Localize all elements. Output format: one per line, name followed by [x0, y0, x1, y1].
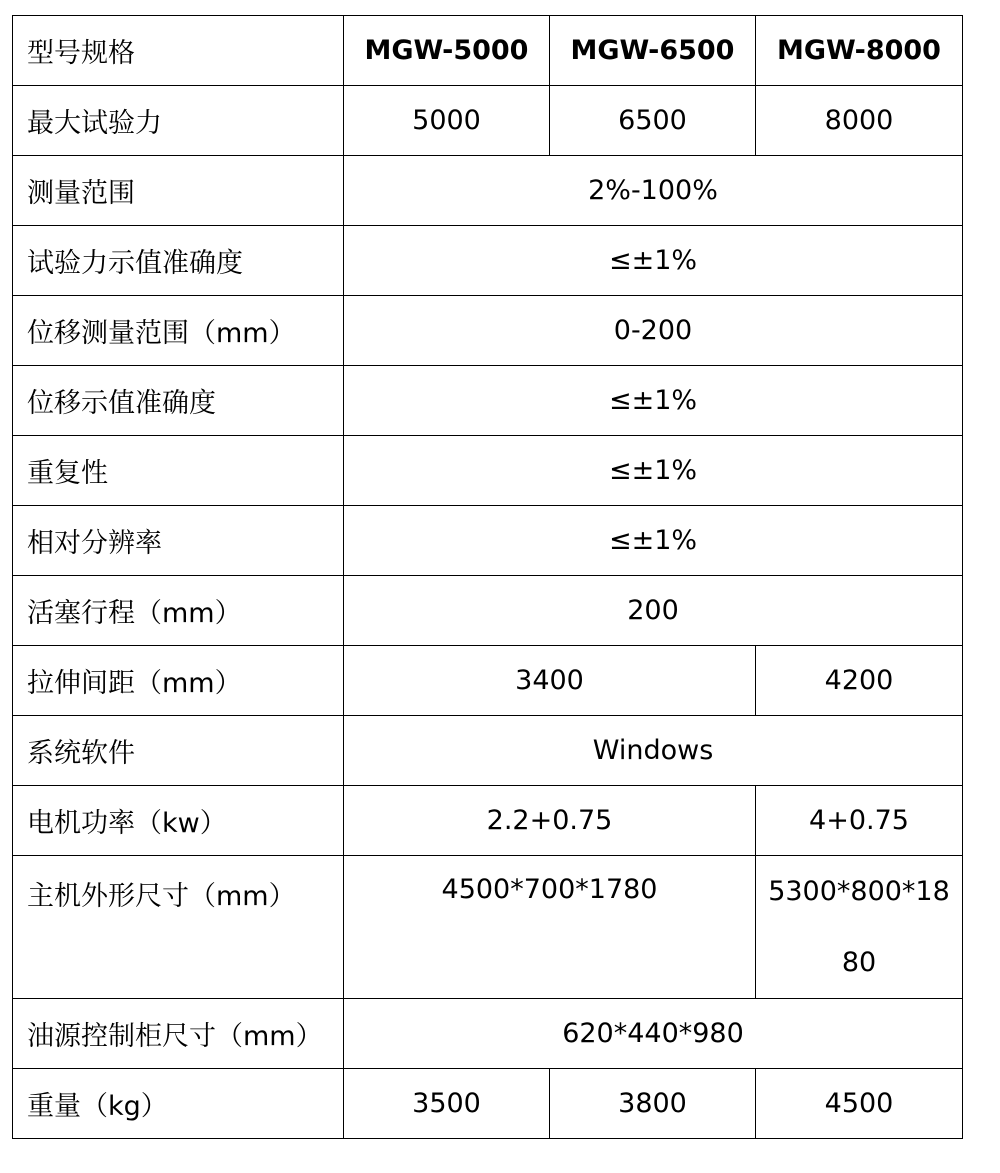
- value-cell: 4500: [756, 1069, 963, 1139]
- value-cell: ≤±1%: [344, 226, 963, 296]
- row-label: 位移示值准确度: [13, 366, 344, 436]
- value-cell: 2.2+0.75: [344, 786, 756, 856]
- row-label: 重量（kg）: [13, 1069, 344, 1139]
- header-label: 型号规格: [13, 16, 344, 86]
- model-header-cell: MGW-5000: [344, 16, 550, 86]
- value-cell: 2%-100%: [344, 156, 963, 226]
- row-label: 测量范围: [13, 156, 344, 226]
- row-label: 系统软件: [13, 716, 344, 786]
- row-label: 主机外形尺寸（mm）: [13, 856, 344, 999]
- value-cell: 5300*800*1880: [756, 856, 963, 999]
- value-cell: 3400: [344, 646, 756, 716]
- row-label: 电机功率（kw）: [13, 786, 344, 856]
- value-cell: ≤±1%: [344, 366, 963, 436]
- row-label: 拉伸间距（mm）: [13, 646, 344, 716]
- table-row: [13, 576, 963, 646]
- table-row: [13, 856, 963, 999]
- value-cell: 3500: [344, 1069, 550, 1139]
- table-row: [13, 786, 963, 856]
- value-cell: 4+0.75: [756, 786, 963, 856]
- value-cell: Windows: [344, 716, 963, 786]
- value-cell: 200: [344, 576, 963, 646]
- table-row: [13, 226, 963, 296]
- row-label: 油源控制柜尺寸（mm）: [13, 999, 344, 1069]
- value-cell: 6500: [550, 86, 756, 156]
- row-label: 位移测量范围（mm）: [13, 296, 344, 366]
- value-cell: 4200: [756, 646, 963, 716]
- value-cell: 4500*700*1780: [344, 856, 756, 999]
- value-cell: 620*440*980: [344, 999, 963, 1069]
- table-row: [13, 156, 963, 226]
- header-row: [13, 16, 963, 86]
- table-row: [13, 296, 963, 366]
- row-label: 活塞行程（mm）: [13, 576, 344, 646]
- table-row: [13, 1069, 963, 1139]
- value-cell: 8000: [756, 86, 963, 156]
- value-cell: 3800: [550, 1069, 756, 1139]
- row-label: 相对分辨率: [13, 506, 344, 576]
- row-label: 最大试验力: [13, 86, 344, 156]
- value-cell: ≤±1%: [344, 436, 963, 506]
- table-row: [13, 716, 963, 786]
- spec-table: [12, 15, 963, 1139]
- row-label: 试验力示值准确度: [13, 226, 344, 296]
- table-row: [13, 999, 963, 1069]
- row-label: 重复性: [13, 436, 344, 506]
- table-row: [13, 366, 963, 436]
- value-cell: 5000: [344, 86, 550, 156]
- table-row: [13, 646, 963, 716]
- model-header-cell: MGW-8000: [756, 16, 963, 86]
- table-row: [13, 86, 963, 156]
- model-header-cell: MGW-6500: [550, 16, 756, 86]
- value-cell: ≤±1%: [344, 506, 963, 576]
- value-cell: 0-200: [344, 296, 963, 366]
- table-row: [13, 436, 963, 506]
- table-row: [13, 506, 963, 576]
